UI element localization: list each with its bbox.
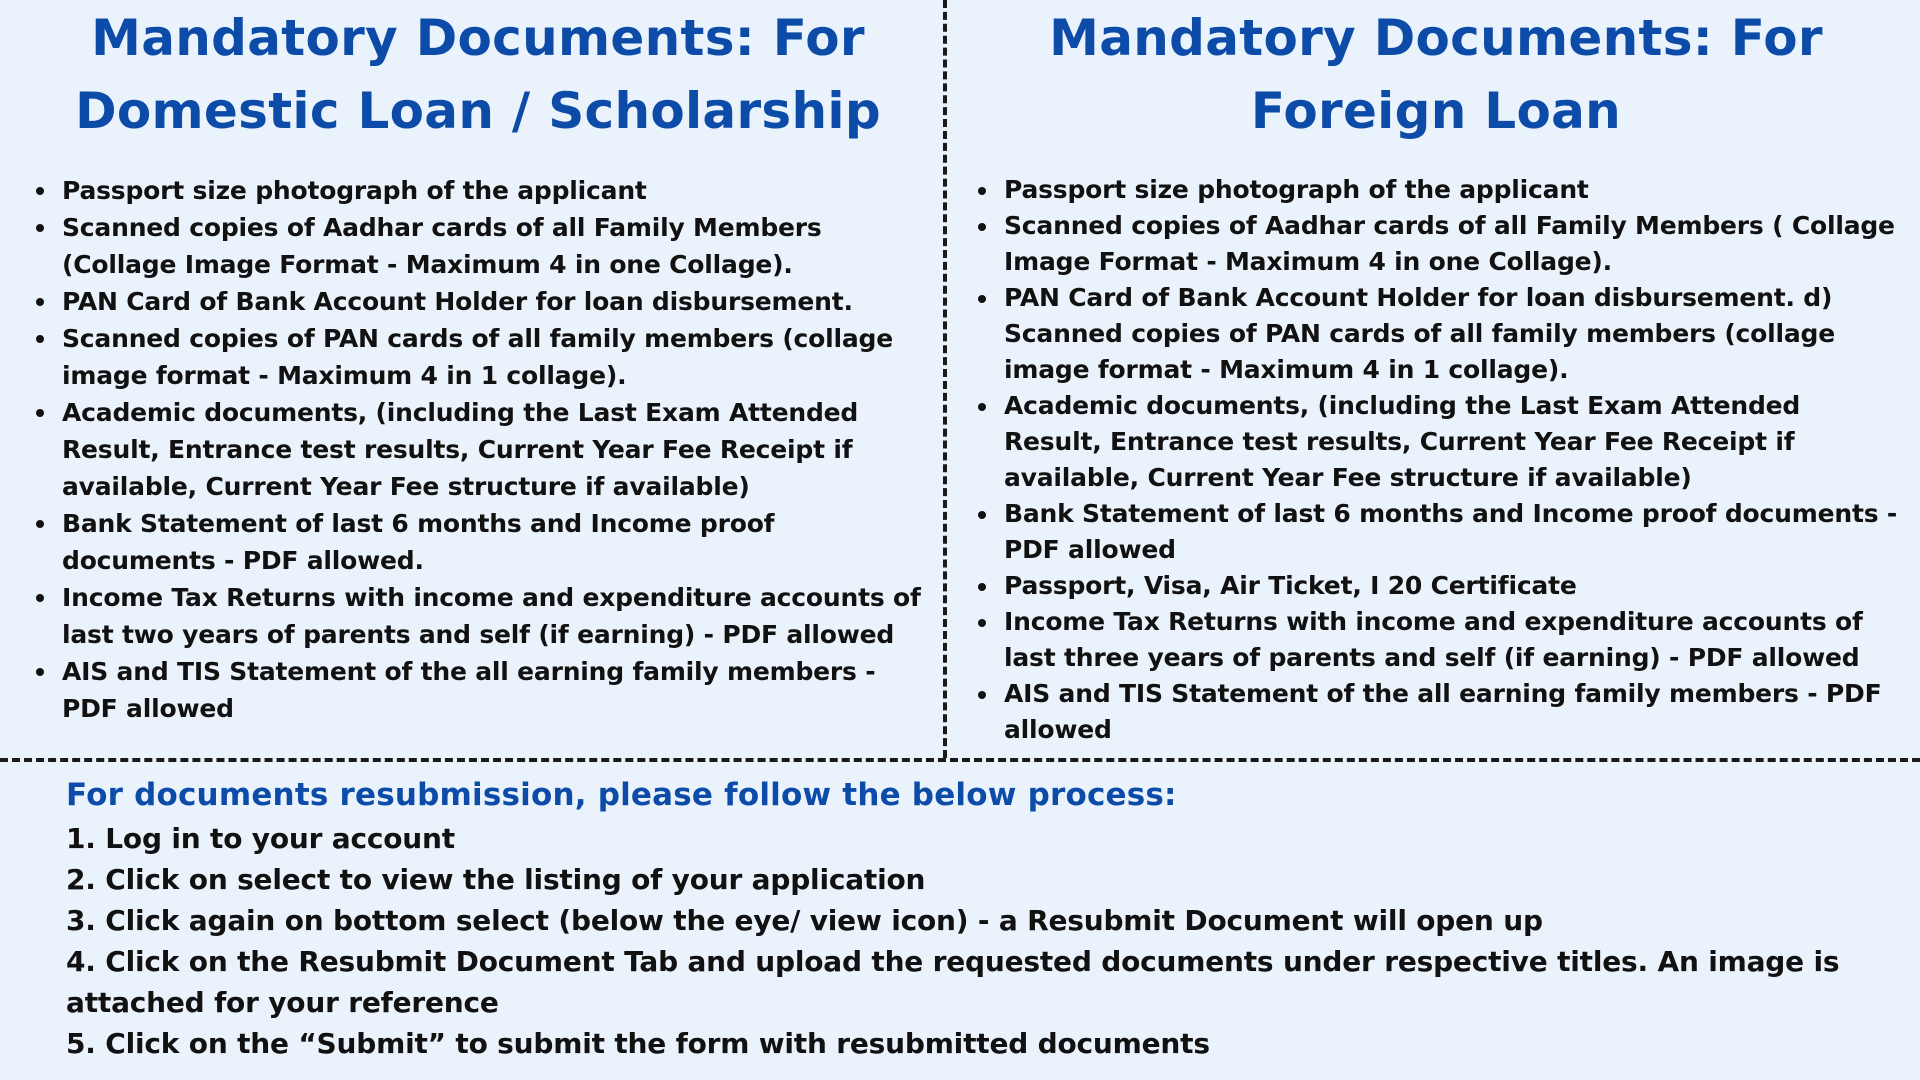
bullet-icon	[978, 403, 986, 411]
resubmission-steps	[66, 818, 1896, 1064]
list-item-text: PAN Card of Bank Account Holder for loan disbursement. d) Scanned copies of PAN cards of all family members (collage image format - Maximum 4 in 1 collage).	[1004, 283, 1836, 384]
domestic-title-line1: Mandatory Documents: For	[91, 9, 865, 67]
list-item	[972, 172, 1900, 208]
list-item-text: Passport size photograph of the applicant	[1004, 175, 1589, 204]
step-item: 2. Click on select to view the listing of your application	[66, 863, 926, 896]
list-item-text: Bank Statement of last 6 months and Income proof documents - PDF allowed	[1004, 499, 1898, 564]
list-item	[972, 388, 1900, 496]
horizontal-divider	[0, 758, 1920, 762]
list-item	[30, 653, 926, 727]
list-item	[30, 394, 926, 505]
list-item-text: Scanned copies of Aadhar cards of all Family Members ( Collage Image Format - Maximum 4 in one Collage).	[1004, 211, 1895, 276]
step-item: 3. Click again on bottom select (below the eye/ view icon) - a Resubmit Document will open up	[66, 904, 1543, 937]
list-item	[30, 283, 926, 320]
step-item: 5. Click on the “Submit” to submit the form with resubmitted documents	[66, 1027, 1210, 1060]
bullet-icon	[978, 187, 986, 195]
domestic-title	[30, 0, 926, 148]
list-item-text: PAN Card of Bank Account Holder for loan disbursement.	[62, 287, 853, 316]
list-item-text: Scanned copies of PAN cards of all family members (collage image format - Maximum 4 in 1 collage).	[62, 324, 894, 390]
list-item-text: Income Tax Returns with income and expenditure accounts of last two years of parents and self (if earning) - PDF allowed	[62, 583, 921, 649]
domestic-title-line2: Domestic Loan / Scholarship	[75, 82, 881, 140]
list-item	[30, 172, 926, 209]
list-item-text: Bank Statement of last 6 months and Income proof documents - PDF allowed.	[62, 509, 775, 575]
list-item	[972, 208, 1900, 280]
list-item-text: Academic documents, (including the Last Exam Attended Result, Entrance test results, Current Year Fee Receipt if available, Current Year Fee structure if available)	[62, 398, 859, 501]
bullet-icon	[36, 298, 44, 306]
list-item	[30, 579, 926, 653]
domestic-documents-section	[0, 0, 944, 758]
list-item-text: Passport, Visa, Air Ticket, I 20 Certificate	[1004, 571, 1577, 600]
bullet-icon	[36, 224, 44, 232]
list-item	[972, 604, 1900, 676]
foreign-documents-section	[948, 0, 1920, 758]
bullet-icon	[978, 223, 986, 231]
bullet-icon	[978, 511, 986, 519]
bullet-icon	[36, 520, 44, 528]
list-item	[972, 280, 1900, 388]
list-item	[30, 320, 926, 394]
bullet-icon	[36, 594, 44, 602]
vertical-divider	[943, 0, 947, 758]
bullet-icon	[978, 619, 986, 627]
list-item	[972, 676, 1900, 748]
domestic-document-list	[30, 172, 926, 727]
foreign-title-line1: Mandatory Documents: For	[1049, 9, 1823, 67]
foreign-title-line2: Foreign Loan	[1250, 82, 1622, 140]
list-item-text: Passport size photograph of the applicant	[62, 176, 647, 205]
step-item: 1. Log in to your account	[66, 822, 455, 855]
list-item	[30, 505, 926, 579]
list-item	[972, 496, 1900, 568]
resubmission-heading: For documents resubmission, please follow the below process:	[66, 777, 1177, 813]
list-item-text: AIS and TIS Statement of the all earning family members - PDF allowed	[1004, 679, 1882, 744]
bullet-icon	[978, 583, 986, 591]
resubmission-section	[66, 774, 1896, 1064]
bullet-icon	[978, 295, 986, 303]
list-item	[972, 568, 1900, 604]
bullet-icon	[36, 187, 44, 195]
list-item-text: Academic documents, (including the Last Exam Attended Result, Entrance test results, Current Year Fee Receipt if available, Current Year Fee structure if available)	[1004, 391, 1801, 492]
foreign-title	[972, 0, 1900, 148]
bullet-icon	[978, 691, 986, 699]
list-item	[30, 209, 926, 283]
list-item-text: AIS and TIS Statement of the all earning family members - PDF allowed	[62, 657, 876, 723]
bullet-icon	[36, 668, 44, 676]
bullet-icon	[36, 409, 44, 417]
list-item-text: Scanned copies of Aadhar cards of all Family Members (Collage Image Format - Maximum 4 in one Collage).	[62, 213, 822, 279]
list-item-text: Income Tax Returns with income and expenditure accounts of last three years of parents and self (if earning) - PDF allowed	[1004, 607, 1863, 672]
step-item: 4. Click on the Resubmit Document Tab and upload the requested documents under respective titles. An image is attached for your reference	[66, 945, 1840, 1019]
bullet-icon	[36, 335, 44, 343]
foreign-document-list	[972, 172, 1900, 748]
